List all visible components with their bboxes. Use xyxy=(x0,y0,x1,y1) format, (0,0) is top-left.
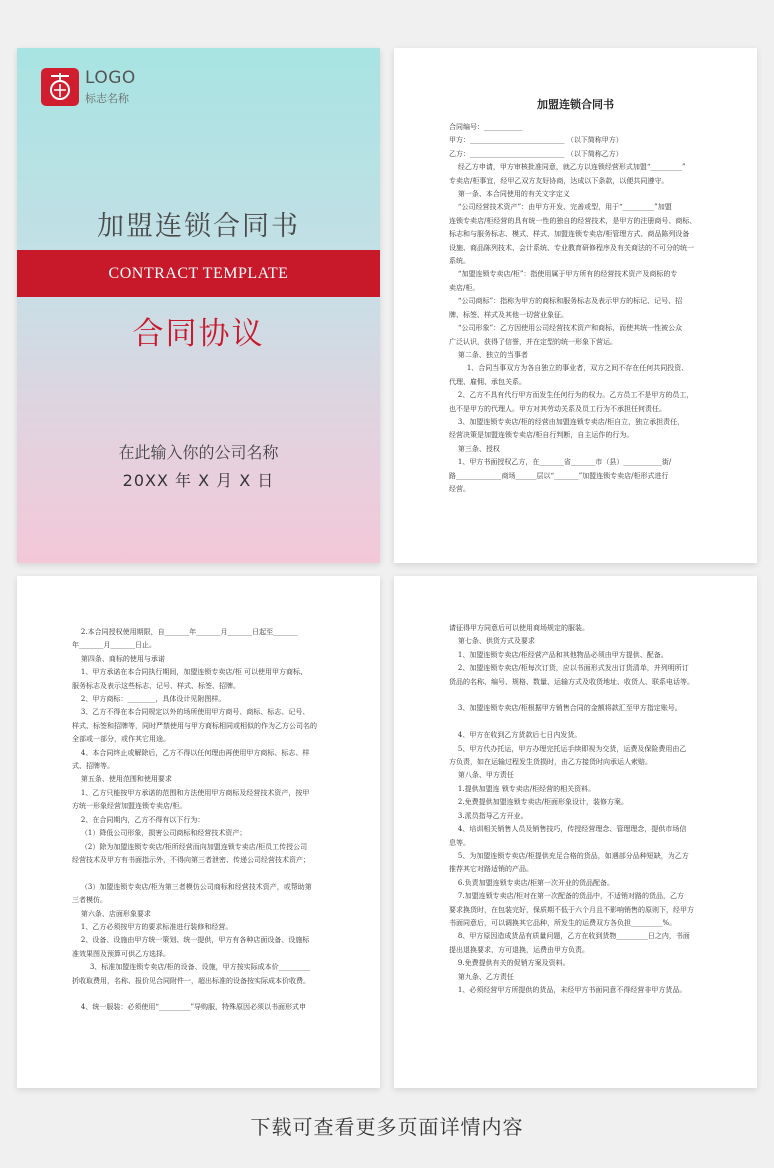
text-line: 第七条、供货方式及要求 xyxy=(449,637,535,646)
text-line xyxy=(449,689,706,702)
cover-date: 20XX 年 X 月 X 日 xyxy=(122,471,275,490)
contract-page-2 xyxy=(17,576,380,1088)
band-text: CONTRACT TEMPLATE xyxy=(108,265,289,282)
text-line: 2.免费提供加盟连锁专卖店/柜面形象设计，装修方案。 xyxy=(449,798,628,807)
cover-subtitle: 合同协议 xyxy=(132,316,265,352)
text-line: 1、乙方必须按甲方的要求标准进行装修和经营。 xyxy=(72,922,233,931)
text-line: 第九条、乙方责任 xyxy=(449,972,514,981)
text-line: 牌、标签、样式及其他一切营业象征。 xyxy=(449,310,568,319)
text-line: 折收取费用，名称、报价见合同附件一，超出标准的设备按实际成本价收费。 xyxy=(72,976,310,985)
text-line: 2.本合同授权使用期限，自_______年_______月_______日起至_______ xyxy=(72,628,298,636)
text-line: 5、甲方代办托运，甲方办理完托运手续即视为交货，运费及保险费用由乙 xyxy=(449,744,687,753)
text-line: 4、培训相关销售人员及销售技巧，传授经营理念、管理理念，提供市场信 xyxy=(449,825,687,834)
text-line: 第二条、独立的当事者 xyxy=(449,350,528,359)
text-line: 方统一形象经营加盟连锁专卖店/柜。 xyxy=(72,802,187,811)
text-line: （1）降低公司形象，损害公司商标和经营技术资产； xyxy=(72,829,247,838)
text-line: 路_____________商场______层以“_______”加盟连锁专卖店/柜形式进行 xyxy=(449,471,669,480)
text-line: 3、标准加盟连锁专卖店/柜的设备、设施，甲方按实际成本价_________ xyxy=(72,963,311,972)
logo-icon xyxy=(41,68,79,106)
text-line: 卖店/柜。 xyxy=(449,283,480,292)
text-line: 系统。 xyxy=(449,257,470,266)
company-name: 在此输入你的公司名称 xyxy=(118,443,279,462)
text-line: 3、加盟连锁专卖店/柜根据甲方销售合同的金额将款汇至甲方指定账号。 xyxy=(449,704,682,713)
contract-page-1 xyxy=(394,48,757,563)
text-line: 9.免费提供有关的促销方案及资料。 xyxy=(449,959,570,968)
text-line: 提出退换要求，方可退换，运费由甲方负责。 xyxy=(449,945,589,954)
text-line: 2、设备、设施由甲方统一策划、统一提供，甲方有各种店面设备、设施标 xyxy=(72,936,310,945)
text-line: “公司形象”：乙方因使用公司经营技术资产和商标，而使其统一性被公众 xyxy=(449,324,683,333)
text-line: 请征得甲方同意后可以使用商场规定的服装。 xyxy=(449,624,589,632)
text-line: 8、甲方原因造成货品有质量问题，乙方在收到货物_________日之内，书面 xyxy=(449,932,690,941)
text-line: 式、招牌等。 xyxy=(72,762,114,771)
text-line: 1、甲方承诺在本合同执行期间，加盟连锁专卖店/柜 可以使用甲方商标、 xyxy=(72,668,307,677)
text-line: “公司经营技术资产”：由甲方开发、完善或型，用于“_________”加盟 xyxy=(449,203,672,212)
page-body xyxy=(449,622,706,997)
text-line: 5、为加盟连锁专卖店/柜提供充足合格的货品，如遇部分品种短缺，为乙方 xyxy=(449,851,689,860)
text-line: 也不是甲方的代理人。甲方对其劳动关系及员工行为不承担任何责任。 xyxy=(449,404,666,413)
text-line: 2、甲方商标：________，具体设计见附图样。 xyxy=(72,695,226,704)
text-line: 第四条、商标的使用与承诺 xyxy=(72,654,165,663)
text-line: 4、本合同终止或解除后，乙方不得以任何理由再使用甲方商标、标志、样 xyxy=(72,748,310,757)
page-body xyxy=(72,626,329,1015)
text-line: 第五条、使用范围和使用要求 xyxy=(72,775,172,784)
text-line xyxy=(72,867,329,880)
text-line: 经营。 xyxy=(449,484,470,493)
text-line: 4、甲方在收到乙方货款后七日内发货。 xyxy=(449,731,582,740)
text-line: 代理、雇佣、承包关系。 xyxy=(449,377,526,386)
text-line: 第一条、本合同使用的有关文字定义 xyxy=(449,190,570,199)
text-line: 3、加盟连锁专卖店/柜的经营由加盟连锁专卖店/柜自立，独立承担责任， xyxy=(449,417,685,426)
text-line: 三者模仿。 xyxy=(72,896,107,905)
text-line: 要求换货时，在包装完好，保质期不低于六个月且不影响销售的原则下，经甲方 xyxy=(449,905,694,914)
text-line: 1、乙方只能按甲方承诺的范围和方法使用甲方商标及经营技术资产，按甲 xyxy=(72,788,310,797)
text-line: 1.提供加盟连 锁专卖店/柜经营的相关资料。 xyxy=(449,784,596,793)
text-line: 推荐其它对路适销的产品。 xyxy=(449,865,533,874)
text-line: 经营决策是加盟连锁专卖店/柜自行判断，自主运作的行为。 xyxy=(449,431,634,440)
text-line: 1、甲方书面授权乙方，在_______省_______市（县）___________街/ xyxy=(449,458,672,467)
text-line: 标志和与服务标志、模式、样式、加盟连锁专卖店/柜管理方式、商品陈列设备 xyxy=(449,230,690,239)
download-hint[interactable]: 下载可查看更多页面详情内容 xyxy=(250,1115,524,1139)
text-line: 7.加盟连锁专卖店/柜对在第一次配备的货品中，不适销对路的货品，乙方 xyxy=(449,892,684,901)
text-line: 服务标志及表示这些标志、记号、样式、标签、招牌。 xyxy=(72,681,240,690)
text-line: 设施、商品陈列技术、会计系统、专业教育研修程序及有关商法的不可分的统一 xyxy=(449,243,694,252)
text-line xyxy=(72,988,329,1001)
contract-page-3 xyxy=(394,576,757,1088)
cover-title: 加盟连锁合同书 xyxy=(97,211,300,242)
text-line: 经乙方申请，甲方审核批准同意，就乙方以连锁经营形式加盟“_________” xyxy=(449,163,686,172)
text-line: 3.派员指导乙方开业。 xyxy=(449,811,528,820)
text-line: 第三条、授权 xyxy=(449,444,500,453)
text-line: 货品的名称、编号、规格、数量、运输方式及收货地址、收货人、联系电话等。 xyxy=(449,677,694,686)
text-line: 甲方：___________________________ （以下简称甲方） xyxy=(449,136,623,145)
text-line: 书面同意后，可以调换其它品种，所发生的运费双方各负担_________%。 xyxy=(449,918,677,927)
text-line: “加盟连锁专卖店/柜”：指使用属于甲方所有的经营技术资产及商标的专 xyxy=(449,270,678,279)
text-line: 息等。 xyxy=(449,838,470,847)
text-line: 连锁专卖店/柜经营的具有统一性的独自的经营技术，是甲方的注册商号、商标、 xyxy=(449,216,697,225)
text-line: 1、必须经营甲方所提供的货品，未经甲方书面同意不得经营非甲方货品。 xyxy=(449,985,687,994)
text-line: 3、乙方不得在本合同规定以外的场所使用甲方商号、商标、标志、记号、 xyxy=(72,708,310,717)
text-line: 合同编号：___________ xyxy=(449,123,523,131)
text-line: 乙方：___________________________ （以下简称乙方） xyxy=(449,149,623,158)
text-line: 第六条、店面形象要求 xyxy=(72,909,151,918)
text-line: 广泛认识，获得了信誉，并在定型的统一形象下营运。 xyxy=(449,337,617,346)
text-line: 第八条、甲方责任 xyxy=(449,771,514,780)
text-line: （3）加盟连锁专卖店/柜为第三者模仿公司商标和经营技术资产，或帮助第 xyxy=(72,882,312,891)
text-line: 1、合同当事双方为各自独立的事业者，双方之间不存在任何共同投资、 xyxy=(449,364,689,373)
title-band xyxy=(17,250,380,297)
logo-text: LOGO xyxy=(85,68,136,88)
page-body xyxy=(449,121,706,496)
logo-subtitle: 标志名称 xyxy=(85,92,129,105)
contract-title: 加盟连锁合同书 xyxy=(537,98,614,111)
text-line: 经营技术及甲方有书面指示外，不得向第三者泄密、传递公司经营技术资产； xyxy=(72,855,310,864)
text-line: 2、乙方不具有代行甲方而发生任何行为的权力。乙方员工不是甲方的员工， xyxy=(449,391,694,400)
text-line: 全部或一部分，或作其它用途。 xyxy=(72,735,170,744)
text-line: 4、统一服装：必须使用“_________”导购服，特殊原因必须以书面形式申 xyxy=(72,1003,307,1012)
text-line: 1、加盟连锁专卖店/柜经营产品和其他物品必须由甲方提供、配备。 xyxy=(449,650,668,659)
text-line: 专卖店/柜事宜，经甲乙双方友好协商，达成以下条款，以便共同遵守。 xyxy=(449,176,669,185)
text-line: 2、加盟连锁专卖店/柜每次订货，应以书面形式发出订货清单，并列明所订 xyxy=(449,664,689,673)
text-line: 准效果图及预算可供乙方选择。 xyxy=(72,949,170,958)
text-line: 样式、标签和招牌等，同时严禁使用与甲方商标相同或相似的作为乙方公司名的 xyxy=(72,721,317,730)
text-line: 方负责，如在运输过程发生货损时，由乙方接货时向承运人索赔。 xyxy=(449,758,652,767)
text-line: 2、在合同期内，乙方不得有以下行为： xyxy=(72,815,205,824)
text-line: 年_______月_______日止。 xyxy=(72,641,156,650)
text-line: 6.负责加盟连锁专卖店/柜第一次开业的货品配备。 xyxy=(449,878,614,887)
text-line: （2）除为加盟连锁专卖店/柜所经营而向加盟连锁专卖店/柜员工传授公司 xyxy=(72,842,308,851)
text-line: “公司商标”：指称为甲方的商标和服务标志及表示甲方的标记、记号、招 xyxy=(449,297,683,306)
text-line xyxy=(449,716,706,729)
cover-page xyxy=(17,48,380,563)
